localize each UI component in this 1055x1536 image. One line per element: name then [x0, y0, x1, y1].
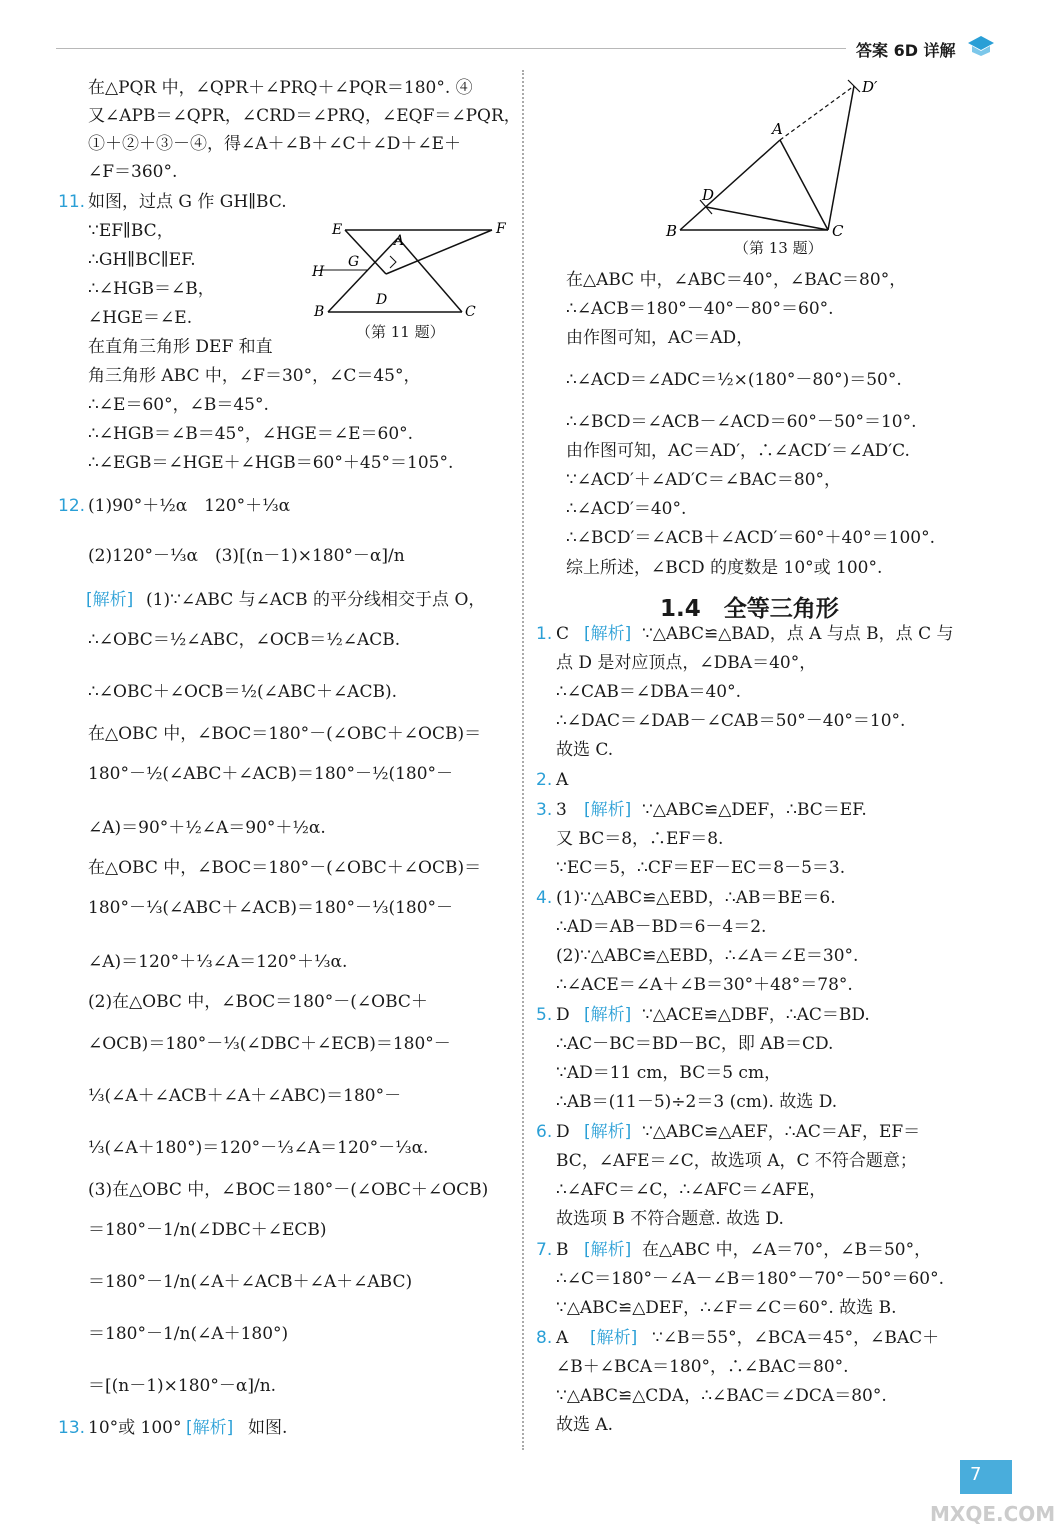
question-number: 11.: [58, 192, 86, 212]
analysis-tag: [解析]: [186, 1418, 234, 1438]
text-line: 180°－⅓(∠ABC＋∠ACB)＝180°－⅓(180°－: [88, 898, 454, 918]
header-title: 答案 6D 详解: [856, 41, 956, 60]
text-line: ∴∠C＝180°－∠A－∠B＝180°－70°－50°＝60°.: [556, 1269, 945, 1289]
text-line: 在△PQR 中，∠QPR＋∠PRQ＋∠PQR＝180°. ④: [88, 78, 473, 98]
label-D: D: [376, 292, 388, 308]
text-line: ∴∠HGB＝∠B＝45°，∠HGE＝∠E＝60°.: [88, 424, 414, 444]
label-F: F: [496, 221, 506, 237]
text-line: ∵∠ACD′＋∠AD′C＝∠BAC＝80°，: [566, 470, 842, 490]
figure-13: [660, 74, 890, 242]
question-number: 3.: [536, 800, 553, 820]
text-line: ∴∠BCD＝∠ACB－∠ACD＝60°－50°＝10°.: [566, 412, 917, 432]
analysis-tag: [解析]: [590, 1328, 638, 1348]
text-line: (1)∵△ABC≌△EBD，∴AB＝BE＝6.: [556, 888, 836, 908]
figure-caption: （第 11 题）: [356, 323, 445, 341]
text-line: ∴∠ACD＝∠ADC＝½×(180°－80°)＝50°.: [566, 370, 902, 390]
question-number: 7.: [536, 1240, 553, 1260]
text-line: 点 D 是对应顶点，∠DBA＝40°，: [556, 653, 817, 673]
text-line: ∴∠E＝60°，∠B＝45°.: [88, 395, 269, 415]
label-H: H: [312, 264, 325, 280]
text-line: ∵△ABC≌△CDA，∴∠BAC＝∠DCA＝80°.: [556, 1386, 887, 1406]
text-line: (2)∵△ABC≌△EBD，∴∠A＝∠E＝30°.: [556, 946, 859, 966]
text-line: ＝180°－1/n(∠A＋∠ACB＋∠A＋∠ABC): [88, 1272, 413, 1292]
text-line: 在直角三角形 DEF 和直: [88, 337, 273, 357]
text-line: 故选 C.: [556, 740, 614, 760]
text-line: 由作图可知，AC＝AD′，∴∠ACD′＝∠AD′C.: [566, 441, 910, 461]
text-line: ∠OCB)＝180°－⅓(∠DBC＋∠ECB)＝180°－: [88, 1034, 451, 1054]
text-line: ∴GH∥BC∥EF.: [88, 250, 196, 270]
question-number: 4.: [536, 888, 553, 908]
text-line: (1)90°＋½α 120°＋⅓α: [88, 496, 291, 516]
figure-caption: （第 13 题）: [734, 239, 823, 257]
label-A: A: [772, 120, 783, 138]
label-B: B: [314, 304, 325, 320]
text-line: ∴∠DAC＝∠DAB－∠CAB＝50°－40°＝10°.: [556, 711, 906, 731]
text-line: ∴∠AFC＝∠C，∴∠AFC＝∠AFE，: [556, 1180, 827, 1200]
text-line: ⅓(∠A＋180°)＝120°－⅓∠A＝120°－⅓α.: [88, 1138, 429, 1158]
answer: D: [556, 1122, 570, 1142]
text-line: ∴AD＝AB－BD＝6－4＝2.: [556, 917, 767, 937]
answer: 3: [556, 800, 567, 820]
text-line: ∵EF∥BC，: [88, 221, 174, 241]
text-line: 在△ABC 中，∠A＝70°，∠B＝50°，: [642, 1240, 932, 1260]
answer: D: [556, 1005, 570, 1025]
column-divider: [522, 70, 524, 1450]
text-line: ∴AC－BC＝BD－BC，即 AB＝CD.: [556, 1034, 834, 1054]
text-line: 故选 A.: [556, 1415, 614, 1435]
text-line: 180°－½(∠ABC＋∠ACB)＝180°－½(180°－: [88, 764, 454, 784]
label-C: C: [832, 222, 844, 240]
text-line: 综上所述，∠BCD 的度数是 10°或 100°.: [566, 558, 883, 578]
text-line: 角三角形 ABC 中，∠F＝30°，∠C＝45°，: [88, 366, 421, 386]
text-line: ①＋②＋③－④，得∠A＋∠B＋∠C＋∠D＋∠E＋: [88, 134, 462, 154]
text-line: ∵△ABC≌△DEF，∴∠F＝∠C＝60°. 故选 B.: [556, 1298, 897, 1318]
page-number-badge: [960, 1460, 1012, 1494]
text-line: 由作图可知，AC＝AD，: [566, 328, 754, 348]
label-B: B: [666, 222, 678, 240]
book-icon: [966, 34, 996, 58]
text-line: ∴AB＝(11－5)÷2＝3 (cm). 故选 D.: [556, 1092, 838, 1112]
text-line: ∵∠B＝55°，∠BCA＝45°，∠BAC＋: [652, 1328, 940, 1348]
text-line: 如图.: [248, 1418, 288, 1438]
text-line: BC，∠AFE＝∠C，故选项 A，C 不符合题意；: [556, 1151, 917, 1171]
analysis-tag: [解析]: [584, 1240, 632, 1260]
question-number: 12.: [58, 496, 86, 516]
text-line: 在△ABC 中，∠ABC＝40°，∠BAC＝80°，: [566, 270, 907, 290]
answer: A: [556, 770, 569, 790]
text-line: (2)在△OBC 中，∠BOC＝180°－(∠OBC＋: [88, 992, 428, 1012]
question-number: 8.: [536, 1328, 553, 1348]
text-line: ＝180°－1/n(∠DBC＋∠ECB): [88, 1220, 327, 1240]
label-A: A: [394, 233, 405, 249]
analysis-tag: [解析]: [584, 1005, 632, 1025]
text-line: ∴∠OBC＝½∠ABC，∠OCB＝½∠ACB.: [88, 630, 401, 650]
label-D: D: [702, 186, 715, 204]
question-number: 13.: [58, 1418, 86, 1438]
text-line: ∠B＋∠BCA＝180°，∴∠BAC＝80°.: [556, 1357, 849, 1377]
answer: B: [556, 1240, 569, 1260]
text-line: ∵△ABC≌△BAD，点 A 与点 B，点 C 与: [642, 624, 954, 644]
text-line: ＝[(n－1)×180°－α]/n.: [88, 1376, 277, 1396]
answer: A: [556, 1328, 569, 1348]
analysis-tag: [解析]: [584, 1122, 632, 1142]
question-number: 5.: [536, 1005, 553, 1025]
text-line: ∴∠ACE＝∠A＋∠B＝30°＋48°＝78°.: [556, 975, 853, 995]
text-line: ∵△ABC≌△DEF，∴BC＝EF.: [642, 800, 867, 820]
text-line: (2)120°－⅓α (3)[(n－1)×180°－α]/n: [88, 546, 405, 566]
text-line: 又 BC＝8，∴EF＝8.: [556, 829, 724, 849]
text-line: ∠HGE＝∠E.: [88, 308, 193, 328]
text-line: 在△OBC 中，∠BOC＝180°－(∠OBC＋∠OCB)＝: [88, 724, 482, 744]
analysis-tag: [解析]: [86, 590, 134, 610]
analysis-tag: [解析]: [584, 624, 632, 644]
text-line: 又∠APB＝∠QPR，∠CRD＝∠PRQ，∠EQF＝∠PQR，: [88, 106, 521, 126]
watermark: MXQE.COM: [930, 1502, 1055, 1526]
text-line: ∵△ACE≌△DBF，∴AC＝BD.: [642, 1005, 870, 1025]
text-line: ∴∠ACB＝180°－40°－80°＝60°.: [566, 299, 834, 319]
text-line: ＝180°－1/n(∠A＋180°): [88, 1324, 289, 1344]
text-line: 如图，过点 G 作 GH∥BC.: [88, 192, 287, 212]
text-line: ∴∠CAB＝∠DBA＝40°.: [556, 682, 742, 702]
section-title: 1.4 全等三角形: [660, 596, 839, 622]
text-line: (1)∵∠ABC 与∠ACB 的平分线相交于点 O，: [146, 590, 486, 610]
figure-11: [310, 218, 510, 322]
text-line: ∴∠OBC＋∠OCB＝½(∠ABC＋∠ACB).: [88, 682, 397, 702]
text-line: ∵AD＝11 cm，BC＝5 cm，: [556, 1063, 782, 1083]
page-number: 7: [970, 1464, 982, 1485]
label-G: G: [348, 254, 360, 270]
text-line: ∠F＝360°.: [88, 162, 178, 182]
text-line: 在△OBC 中，∠BOC＝180°－(∠OBC＋∠OCB)＝: [88, 858, 482, 878]
text-line: ∵EC＝5，∴CF＝EF－EC＝8－5＝3.: [556, 858, 846, 878]
text-line: 故选项 B 不符合题意. 故选 D.: [556, 1209, 784, 1229]
question-number: 1.: [536, 624, 553, 644]
label-E: E: [332, 222, 343, 238]
text-line: ⅓(∠A＋∠ACB＋∠A＋∠ABC)＝180°－: [88, 1086, 402, 1106]
answer: C: [556, 624, 570, 644]
analysis-tag: [解析]: [584, 800, 632, 820]
text-line: (3)在△OBC 中，∠BOC＝180°－(∠OBC＋∠OCB): [88, 1180, 489, 1200]
label-D-prime: D′: [862, 78, 878, 96]
text-line: ∠A)＝90°＋½∠A＝90°＋½α.: [88, 818, 326, 838]
text-line: ∴∠EGB＝∠HGE＋∠HGB＝60°＋45°＝105°.: [88, 453, 454, 473]
text-line: 10°或 100°: [88, 1418, 182, 1438]
text-line: ∠A)＝120°＋⅓∠A＝120°＋⅓α.: [88, 952, 348, 972]
question-number: 6.: [536, 1122, 553, 1142]
text-line: ∴∠BCD′＝∠ACB＋∠ACD′＝60°＋40°＝100°.: [566, 528, 936, 548]
text-line: ∵△ABC≌△AEF，∴AC＝AF，EF＝: [642, 1122, 921, 1142]
header-rule: [56, 48, 846, 49]
label-C: C: [465, 304, 476, 320]
text-line: ∴∠HGB＝∠B，: [88, 279, 215, 299]
question-number: 2.: [536, 770, 553, 790]
text-line: ∴∠ACD′＝40°.: [566, 499, 687, 519]
